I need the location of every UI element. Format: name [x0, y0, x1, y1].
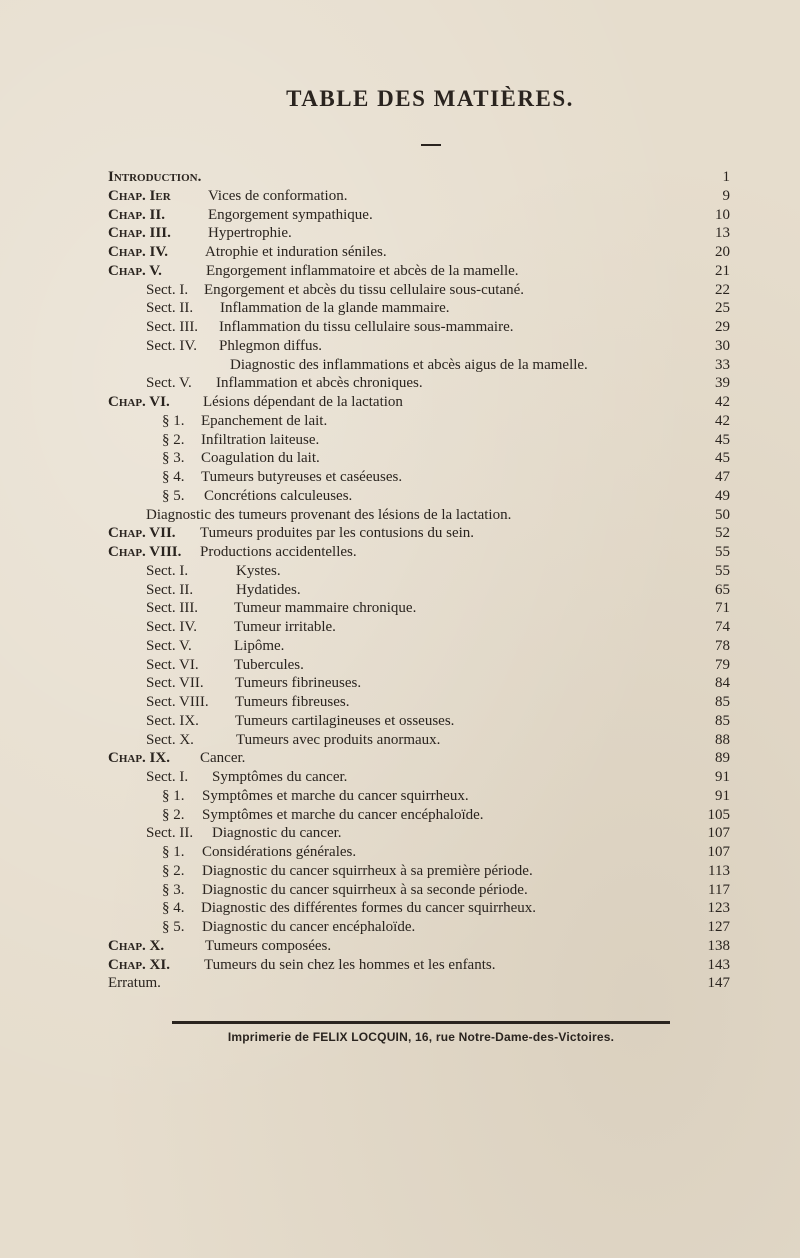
toc-row [0, 918, 800, 937]
toc-entry-text: Inflammation de la glande mammaire. [220, 300, 450, 317]
toc-entry-text: Diagnostic des tumeurs provenant des lésions de la lactation. [146, 506, 512, 523]
toc-entry-text: Tumeur mammaire chronique. [234, 600, 417, 617]
toc-label: Chap. VII. [108, 525, 176, 542]
toc-entry-text: Diagnostic du cancer squirrheux à sa seconde période. [202, 881, 528, 898]
toc-row [0, 412, 800, 431]
toc-entry-text: Hydatides. [236, 581, 301, 598]
toc-label: Sect. IV. [146, 619, 197, 635]
toc-row [0, 374, 800, 393]
toc-page-number: 113 [708, 862, 730, 879]
toc-label: Sect. VI. [146, 656, 199, 673]
toc-row [0, 937, 800, 956]
toc-entry-text: Inflammation du tissu cellulaire sous-mammaire. [219, 319, 514, 335]
toc-entry-text: Tumeurs avec produits anormaux. [236, 731, 441, 748]
toc-label: Sect. V. [146, 375, 192, 392]
toc-label: Sect. VIII. [146, 694, 209, 710]
toc-label: § 2. [162, 862, 185, 879]
toc-page-number: 71 [715, 600, 730, 617]
toc-row [0, 356, 800, 375]
toc-entry-text: Productions accidentelles. [200, 544, 357, 560]
toc-row [0, 749, 800, 768]
toc-page-number: 20 [715, 244, 730, 260]
toc-entry-text: Tumeurs fibrineuses. [235, 675, 362, 692]
toc-label: § 1. [162, 844, 185, 860]
toc-row [0, 712, 800, 731]
toc-row [0, 974, 800, 993]
toc-label: Sect. III. [146, 319, 199, 335]
toc-label: Erratum. [108, 975, 161, 992]
toc-entry-text: Hypertrophie. [208, 225, 292, 242]
toc-row [0, 168, 800, 187]
toc-entry-text: Engorgement et abcès du tissu cellulaire sous-cutané. [204, 281, 525, 298]
toc-page-number: 13 [715, 225, 730, 242]
title-rule [421, 144, 441, 146]
toc-row [0, 506, 800, 525]
toc-page-number: 117 [708, 881, 730, 898]
toc-page-number: 42 [715, 394, 730, 410]
toc-row [0, 262, 800, 281]
toc-page-number: 88 [715, 731, 730, 748]
toc-page-number: 22 [715, 281, 730, 298]
toc-entry-text: Tumeurs cartilagineuses et osseuses. [235, 712, 455, 729]
toc-page-number: 47 [715, 469, 730, 485]
toc-page-number: 91 [715, 769, 730, 785]
toc-entry-text: Tumeurs butyreuses et caséeuses. [201, 469, 403, 485]
toc-entry-text: Tumeurs composées. [205, 937, 332, 954]
page-title: TABLE DES MATIÈRES. [286, 86, 574, 111]
toc-entry-text: Lésions dépendant de la lactation [203, 394, 403, 410]
toc-row [0, 806, 800, 825]
toc-row [0, 337, 800, 356]
toc-entry-text: Diagnostic des différentes formes du cancer squirrheux. [201, 900, 537, 917]
toc-label: Sect. IX. [146, 712, 199, 729]
toc-label: Sect. II. [146, 825, 194, 842]
toc-entry-text: Tumeurs fibreuses. [235, 694, 350, 710]
toc-page-number: 107 [707, 825, 730, 842]
toc-entry-text: Lipôme. [234, 637, 285, 654]
toc-label: Chap. III. [108, 225, 171, 242]
toc-page-number: 55 [715, 562, 730, 579]
toc-label: § 4. [162, 469, 185, 485]
toc-entry-text: Concrétions calculeuses. [204, 487, 353, 504]
toc-page-number: 1 [722, 169, 730, 185]
toc-label: Chap. X. [108, 937, 165, 954]
toc-row [0, 656, 800, 675]
toc-page-number: 42 [715, 412, 730, 429]
toc-entry-text: Cancer. [200, 750, 246, 767]
toc-row [0, 637, 800, 656]
toc-page-number: 45 [715, 431, 730, 448]
toc-page-number: 85 [715, 694, 730, 710]
toc-label: Sect. I. [146, 562, 189, 579]
toc-entry-text: Tumeurs produites par les contusions du sein. [200, 525, 475, 542]
toc-label: Sect. V. [146, 637, 192, 654]
toc-page-number: 127 [707, 919, 730, 935]
toc-label: Chap. Ier [108, 187, 171, 204]
toc-row [0, 524, 800, 543]
toc-entry-text: Phlegmon diffus. [219, 337, 323, 354]
toc-entry-text: Inflammation et abcès chroniques. [216, 375, 423, 392]
toc-label: Introduction. [108, 169, 202, 185]
toc-label: Sect. VII. [146, 675, 204, 692]
toc-row [0, 768, 800, 787]
toc-row [0, 956, 800, 975]
footer-rule [172, 1021, 670, 1024]
toc-page-number: 9 [722, 187, 730, 204]
toc-page-number: 21 [715, 262, 730, 279]
toc-row [0, 468, 800, 487]
toc-entry-text: Vices de conformation. [208, 187, 348, 204]
toc-label: § 5. [162, 487, 185, 504]
toc-label: Sect. I. [146, 769, 189, 785]
toc-row [0, 318, 800, 337]
toc-row [0, 224, 800, 243]
toc-label: § 1. [162, 412, 185, 429]
toc-entry-text: Diagnostic du cancer encéphaloïde. [202, 919, 416, 935]
toc-page-number: 39 [715, 375, 730, 392]
toc-row [0, 543, 800, 562]
toc-label: § 2. [162, 806, 185, 823]
toc-row [0, 562, 800, 581]
toc-entry-text: Engorgement inflammatoire et abcès de la mamelle. [206, 262, 519, 279]
toc-page-number: 30 [715, 337, 730, 354]
toc-entry-text: Tumeur irritable. [234, 619, 336, 635]
toc-entry-text: Considérations générales. [202, 844, 357, 860]
toc-entry-text: Tubercules. [234, 656, 304, 673]
toc-entry-text: Diagnostic du cancer. [212, 825, 342, 842]
toc-entry-text: Kystes. [236, 562, 281, 579]
toc-page-number: 147 [707, 975, 730, 992]
toc-row [0, 843, 800, 862]
toc-page-number: 123 [707, 900, 730, 917]
toc-entry-text: Epanchement de lait. [201, 412, 328, 429]
toc-page-number: 107 [707, 844, 730, 860]
toc-row [0, 449, 800, 468]
imprint-line: Imprimerie de FELIX LOCQUIN, 16, rue Notre-Dame-des-Victoires. [227, 1030, 615, 1044]
toc-page-number: 138 [707, 937, 730, 954]
toc-label: § 3. [162, 881, 185, 898]
toc-row [0, 431, 800, 450]
toc-page-number: 74 [715, 619, 730, 635]
toc-row [0, 581, 800, 600]
toc-page-number: 91 [715, 787, 730, 804]
toc-page-number: 89 [715, 750, 730, 767]
toc-row [0, 862, 800, 881]
toc-page-number: 65 [715, 581, 730, 598]
toc-entry-text: Symptômes du cancer. [212, 769, 348, 785]
toc-entry-text: Diagnostic du cancer squirrheux à sa première période. [202, 862, 533, 879]
toc-label: Sect. I. [146, 281, 189, 298]
toc-row [0, 393, 800, 412]
toc-label: Chap. XI. [108, 956, 170, 973]
toc-label: Sect. X. [146, 731, 194, 748]
toc-label: Chap. IV. [108, 244, 169, 260]
toc-page-number: 52 [715, 525, 730, 542]
toc-page-number: 79 [715, 656, 730, 673]
toc-page-number: 143 [707, 956, 730, 973]
toc-page-number: 78 [715, 637, 730, 654]
toc-entry-text: Atrophie et induration séniles. [205, 244, 387, 260]
toc-row [0, 243, 800, 262]
toc-label: § 5. [162, 919, 185, 935]
toc-entry-text: Infiltration laiteuse. [201, 431, 320, 448]
toc-page-number: 49 [715, 487, 730, 504]
toc-row [0, 206, 800, 225]
toc-page-number: 84 [715, 675, 730, 692]
toc-page-number: 55 [715, 544, 730, 560]
toc-label: Chap. V. [108, 262, 162, 279]
toc-row [0, 899, 800, 918]
toc-page-number: 105 [707, 806, 730, 823]
toc-row [0, 693, 800, 712]
toc-page-number: 85 [715, 712, 730, 729]
toc-label: § 4. [162, 900, 185, 917]
toc-label: § 1. [162, 787, 185, 804]
toc-entry-text: Symptômes et marche du cancer encéphaloïde. [202, 806, 484, 823]
toc-page-number: 25 [715, 300, 730, 317]
toc-label: § 2. [162, 431, 185, 448]
toc-label: Sect. II. [146, 581, 194, 598]
toc-row [0, 281, 800, 300]
toc-row [0, 618, 800, 637]
toc-row [0, 299, 800, 318]
toc-label: Chap. VIII. [108, 544, 182, 560]
toc-row [0, 787, 800, 806]
toc-page-number: 33 [715, 356, 730, 373]
toc-row [0, 599, 800, 618]
toc-entry-text: Diagnostic des inflammations et abcès aigus de la mamelle. [230, 356, 588, 373]
toc-page-number: 50 [715, 506, 730, 523]
toc-entry-text: Symptômes et marche du cancer squirrheux. [202, 787, 469, 804]
toc-page-number: 45 [715, 450, 730, 467]
toc-label: Sect. IV. [146, 337, 197, 354]
toc-entry-text: Coagulation du lait. [201, 450, 320, 467]
toc-row [0, 731, 800, 750]
toc-label: Sect. III. [146, 600, 199, 617]
toc-label: Chap. II. [108, 206, 165, 223]
toc-row [0, 824, 800, 843]
table-of-contents [0, 168, 800, 993]
toc-label: Chap. VI. [108, 394, 170, 410]
toc-entry-text: Tumeurs du sein chez les hommes et les enfants. [204, 956, 496, 973]
toc-row [0, 674, 800, 693]
toc-entry-text: Engorgement sympathique. [208, 206, 373, 223]
toc-row [0, 487, 800, 506]
toc-label: Chap. IX. [108, 750, 170, 767]
toc-page-number: 29 [715, 319, 730, 335]
toc-row [0, 881, 800, 900]
toc-row [0, 187, 800, 206]
toc-page-number: 10 [715, 206, 730, 223]
toc-label: § 3. [162, 450, 185, 467]
toc-label: Sect. II. [146, 300, 194, 317]
